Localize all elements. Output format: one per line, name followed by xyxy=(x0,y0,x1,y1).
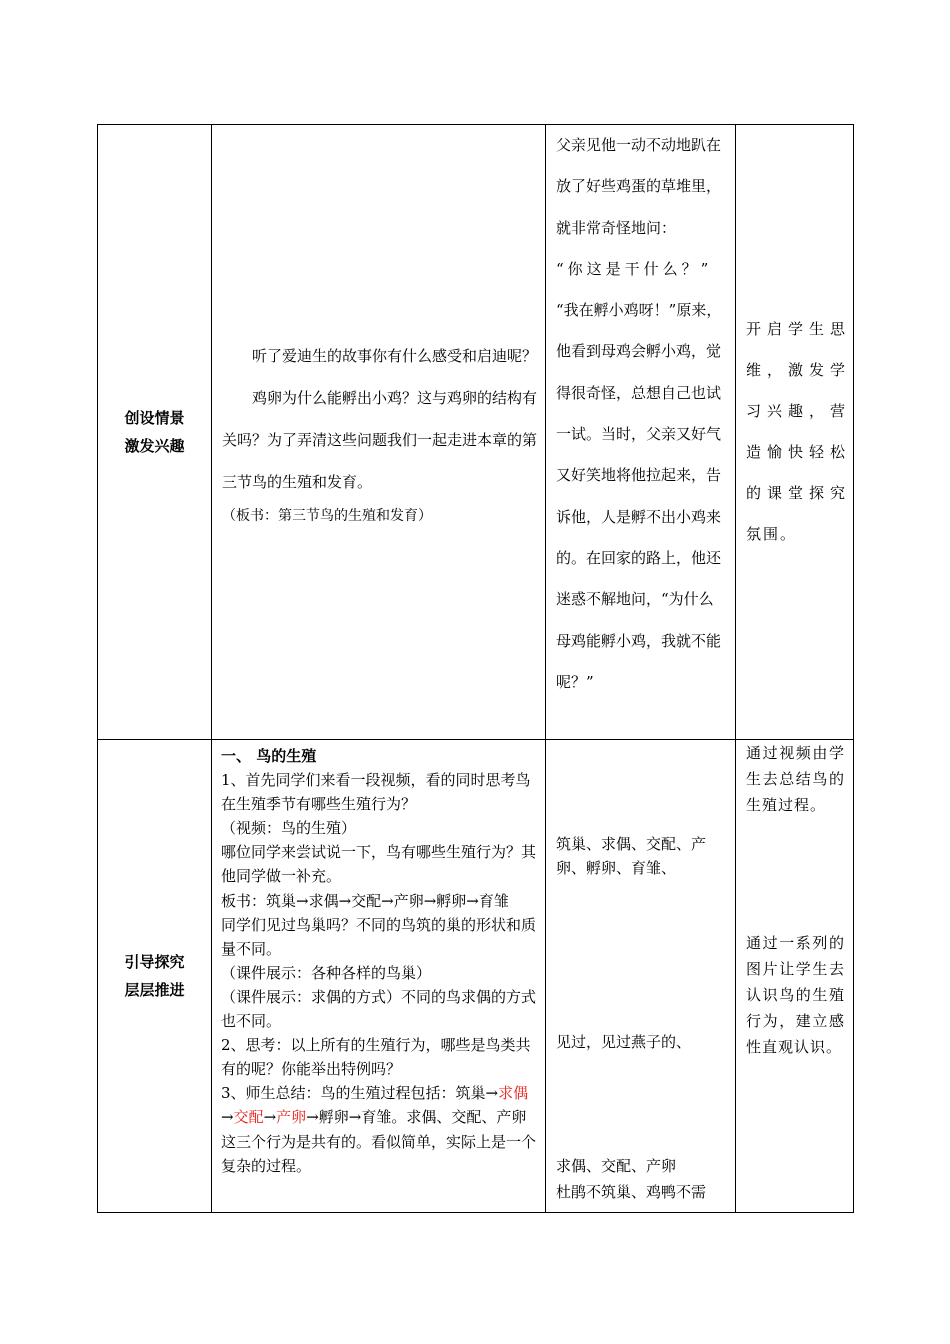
teacher-paragraph: 听了爱迪生的故事你有什么感受和启迪呢？ xyxy=(252,347,538,365)
teacher-activity-cell xyxy=(212,125,546,740)
student-answer: 见过，见过燕子的、 xyxy=(556,1033,692,1051)
highlight-laying: 产卵 xyxy=(276,1108,307,1127)
design-intent-text: 通过视频由学生去总结鸟的生殖过程。 xyxy=(746,744,845,814)
lesson-plan-table xyxy=(97,124,854,1213)
student-answer: 求偶、交配、产卵 xyxy=(556,1157,677,1175)
teacher-paragraph: （课件展示：求偶的方式）不同的鸟求偶的方式也不同。 xyxy=(221,987,537,1031)
student-activity-cell xyxy=(546,740,736,1213)
teacher-paragraph: 同学们见过鸟巢吗？不同的鸟筑的巢的形状和质量不同。 xyxy=(221,915,537,958)
design-intent-cell xyxy=(736,740,854,1213)
design-intent-text: 开启学生思维，激发学习兴趣，营造愉快轻松的课堂探究氛围。 xyxy=(746,320,847,543)
highlight-mating: 交配 xyxy=(233,1108,264,1127)
teacher-paragraph: 鸡卵为什么能孵出小鸡？这与鸡卵的结构有关吗？为了弄清这些问题我们一起走进本章的第三节鸟的生殖和发育。 xyxy=(222,389,538,491)
student-answer: 筑巢、求偶、交配、产卵、孵卵、育雏、 xyxy=(556,835,707,877)
teacher-paragraph: 1、首先同学们来看一段视频，看的同时思考鸟在生殖季节有哪些生殖行为？ xyxy=(221,771,531,814)
section-heading: 一、 鸟的生殖 xyxy=(221,747,317,765)
design-intent-text: 通过一系列的图片让学生去认识鸟的生殖行为，建立感性直观认识。 xyxy=(746,934,845,1056)
student-activity-cell xyxy=(546,125,736,740)
stage-label-line: 层层推进 xyxy=(124,981,185,999)
summary-text: →孵卵→育雏。求偶、交配、产卵这三个行为是共有的。看似简单，实际上是一个复杂的过程。 xyxy=(221,1108,537,1175)
student-answer: 杜鹃不筑巢、鸡鸭不需 xyxy=(556,1183,707,1201)
stage-label-line: 激发兴趣 xyxy=(124,437,185,455)
table-row xyxy=(98,125,854,740)
highlight-courtship: 求偶 xyxy=(498,1084,529,1103)
student-paragraph: “我在孵小鸡呀！”原来，他看到母鸡会孵小鸡，觉得很奇怪，总想自己也试一试。当时，父亲又好气又好笑地将他拉起来，告诉他，人是孵不出小鸡来的。在回家的路上，他还迷惑不解地问，“为什么母鸡能孵小鸡，我就不能呢？” xyxy=(556,301,722,691)
board-note: 板书：筑巢→求偶→交配→产卵→孵卵→育雏 xyxy=(221,891,509,910)
stage-label-line: 引导探究 xyxy=(124,953,185,971)
teacher-paragraph: 2、思考：以上所有的生殖行为，哪些是鸟类共有的呢？你能举出特例吗？ xyxy=(221,1036,531,1079)
summary-paragraph xyxy=(221,1081,537,1177)
stage-cell xyxy=(98,125,212,740)
summary-arrow: → xyxy=(221,1108,234,1127)
summary-text: 3、师生总结：鸟的生殖过程包括：筑巢→ xyxy=(221,1084,499,1103)
stage-label-line: 创设情景 xyxy=(124,409,185,427)
stage-cell xyxy=(98,740,212,1213)
teacher-paragraph: （课件展示：各种各样的鸟巢） xyxy=(221,963,432,982)
teacher-paragraph: 哪位同学来尝试说一下，鸟有哪些生殖行为？其他同学做一补充。 xyxy=(221,843,537,886)
table-row xyxy=(98,740,854,1213)
board-note: （板书：第三节鸟的生殖和发育） xyxy=(222,508,432,524)
design-intent-cell xyxy=(736,125,854,740)
student-paragraph: 父亲见他一动不动地趴在放了好些鸡蛋的草堆里，就非常奇怪地问： xyxy=(556,136,722,237)
summary-arrow: → xyxy=(263,1108,277,1127)
teacher-paragraph: （视频：鸟的生殖） xyxy=(221,819,357,838)
teacher-activity-cell xyxy=(212,740,546,1213)
student-paragraph: “你这是干什么？” xyxy=(556,259,713,278)
